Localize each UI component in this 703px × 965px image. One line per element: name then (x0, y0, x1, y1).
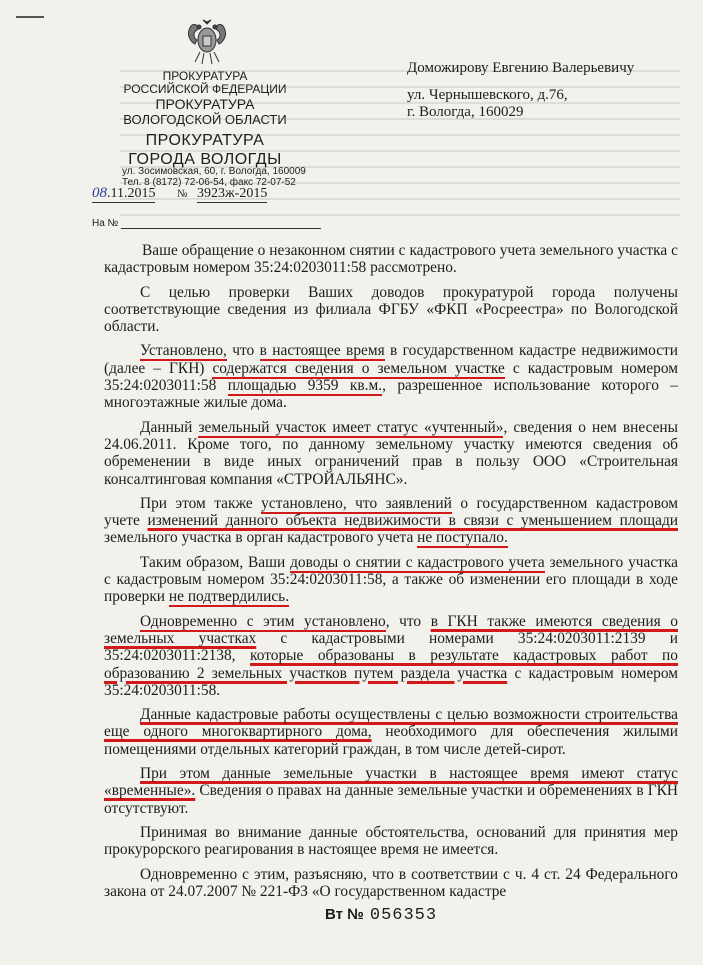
recipient-block (407, 60, 634, 121)
text: с кадастровым номером 35:24:0203011:58. (104, 664, 678, 699)
underlined-text: которые образованы в результате кадастровых работ по образованию 2 земельных участков путем раздела участка (104, 647, 678, 682)
serial-number: 056353 (369, 906, 438, 925)
number-value: 3923ж-2015 (196, 186, 268, 201)
underlined-text: не поступало. (417, 529, 508, 547)
address-line: ул. Зосимовская, 60, г. Вологда, 160009 (122, 166, 306, 177)
underlined-text: При этом данные земельные участки в настоящее время имеют статус «временные». (104, 765, 678, 800)
underlined-text: содержатся сведения о земельном участке (212, 359, 505, 377)
date-field (92, 185, 155, 203)
text: земельного участка в орган кадастрового учета (104, 529, 418, 547)
text: Сведения о правах на данные земельные участки и обременениях в ГКН отсутствуют. (104, 782, 678, 817)
form-serial (325, 906, 437, 925)
underlined-text: доводы о снятии с кадастрового учета (290, 553, 545, 571)
text: Данный (140, 418, 199, 436)
paragraph: Одновременно с этим, разъясняю, что в соответствии с ч. 4 ст. 24 Федерального закона от 24.07.2007 № 221-ФЗ «О государственном кадастре (104, 865, 678, 900)
letter-body (104, 242, 678, 907)
text: , разрешенное использование которого – многоэтажные жилые дома. (104, 377, 678, 412)
reference-label: На № (92, 218, 119, 229)
text: о государственном кадастровом учете (104, 494, 679, 530)
underlined-text: изменений данного объекта недвижимости в связи с уменьшением площади (147, 512, 679, 530)
text: что (226, 342, 260, 360)
corner-mark (16, 16, 44, 18)
reference-row (92, 218, 332, 229)
text: с кадастровыми номерами 35:24:0203011:2139 и 35:24:0203011:2138, (104, 629, 678, 665)
text: Таким образом, Ваши (140, 553, 291, 571)
date-printed: .11.2015 (107, 186, 156, 201)
org-line: РОССИЙСКОЙ ФЕДЕРАЦИИ (123, 82, 287, 96)
underlined-text: установлено, что заявлений (261, 494, 452, 512)
number-label: № (176, 188, 188, 200)
paragraph (104, 554, 678, 606)
org-line: ПРОКУРАТУРА (155, 96, 255, 112)
paragraph (104, 342, 678, 411)
paragraph: Принимая во внимание данные обстоятельства, оснований для принятия мер прокурорского реагирования в настоящее время не имеется. (104, 823, 678, 859)
sender-header (95, 70, 315, 169)
underlined-text: не подтвердились. (168, 588, 290, 606)
org-line: ПРОКУРАТУРА (145, 132, 265, 149)
text: , что (385, 612, 431, 630)
address-line: Тел. 8 (8172) 72-06-54, факс 72-07-52 (122, 177, 296, 188)
underlined-text: Установлено, (140, 342, 227, 360)
underlined-text: Одновременно с этим установлено (140, 612, 386, 630)
underlined-text: площадью 9359 кв.м. (227, 377, 383, 395)
reference-blank (121, 228, 321, 229)
coat-of-arms-icon (185, 18, 229, 66)
paragraph (104, 495, 678, 547)
serial-label: Вт № (325, 906, 364, 923)
paragraph: С целью проверки Ваших доводов прокуратурой города получены соответствующие сведения из филиала ФГБУ «ФКП «Росреестра» по Вологодской области. (104, 283, 678, 336)
date-number-row (92, 185, 332, 203)
recipient-city: г. Вологда, 160029 (407, 104, 524, 120)
paragraph (104, 765, 678, 817)
org-line: ВОЛОГОДСКОЙ ОБЛАСТИ (123, 112, 287, 127)
recipient-street: ул. Чернышевского, д.76, (407, 87, 568, 103)
text: земельного участка с кадастровым номером 35:24:0203011:58, а также об изменении его площади в ходе проверки (104, 553, 678, 606)
text: в государственном кадастре недвижимости (далее – ГКН) (104, 342, 679, 377)
recipient-name: Доможирову Евгению Валерьевичу (407, 60, 635, 76)
text: , сведения о нем внесены 24.06.2011. Кроме того, по данному земельному участку имеются сведения об обременении в виде иных ограничений прав в пользу ООО «Строительная консалтинговая компания «СТРОЙАЛЬЯНС». (104, 418, 678, 488)
text: При этом также (140, 494, 262, 512)
paragraph: Ваше обращение о незаконном снятии с кадастрового учета земельного участка с кадастровым номером 35:24:0203011:58 рассмотрено. (104, 242, 678, 277)
text: необходимого для обеспечения жилыми помещениями отдельных категорий граждан, в том числе детей-сирот. (104, 723, 678, 758)
underlined-text: земельный участок имеет статус «учтенный» (198, 418, 504, 436)
paragraph (104, 419, 678, 488)
underlined-text: в ГКН также имеются сведения о земельных участках (104, 612, 678, 647)
paragraph (104, 706, 678, 758)
text: с кадастровым номером 35:24:0203011:58 (104, 359, 678, 395)
paragraph (104, 613, 678, 699)
org-line: ГОРОДА ВОЛОГДЫ (128, 151, 282, 168)
underlined-text: в настоящее время (259, 342, 385, 360)
date-handwritten: 08 (92, 185, 107, 201)
org-line: ПРОКУРАТУРА (162, 69, 248, 83)
underlined-text: Данные кадастровые работы осуществлены с целью возможности строительства еще одного многоквартирного дома, (104, 706, 678, 741)
